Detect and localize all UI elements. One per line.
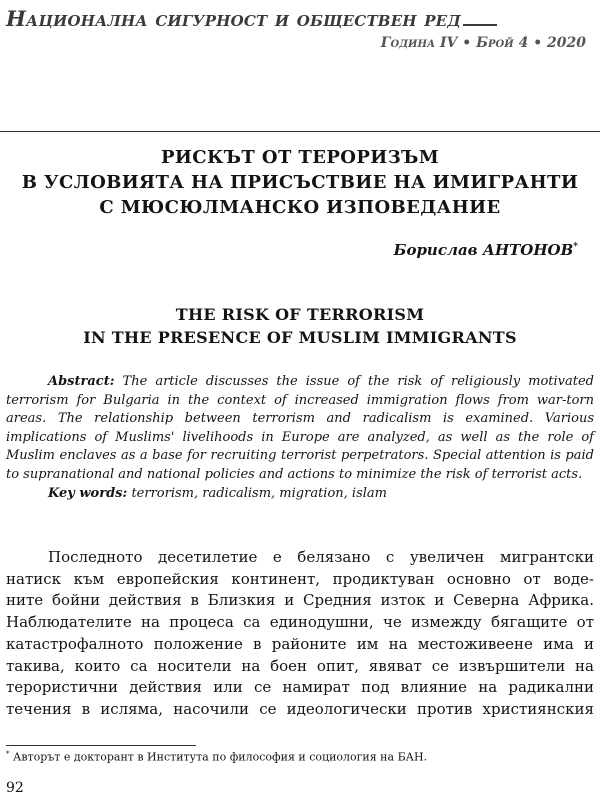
body-line: терористични действия или се намират под влияние на радикални: [6, 678, 594, 697]
author: [394, 241, 578, 259]
title-underline: [463, 24, 497, 26]
header-rule: [0, 131, 600, 132]
body-line: натиск към европейския континент, продиктуван основно от воде-: [6, 569, 594, 588]
journal-title-text: Национална сигурност и обществен ред: [6, 6, 461, 31]
footnote-text: Авторът е докторант в Института по философия и социология на БАН.: [13, 750, 428, 764]
issue-line: Година IV • Брой 4 • 2020: [380, 35, 586, 51]
title-bg-line: С МЮСЮЛМАНСКО ИЗПОВЕДАНИЕ: [99, 197, 501, 218]
article-title-bg: [0, 145, 600, 220]
body-line: такива, които са носители на боен опит, явяват се извършители на: [6, 656, 594, 675]
body-line: течения в исляма, насочили се идеологически против християнския: [6, 699, 594, 718]
title-bg-line: В УСЛОВИЯТА НА ПРИСЪСТВИЕ НА ИМИГРАНТИ: [21, 172, 579, 193]
keywords-label: Key words:: [48, 486, 128, 501]
body-line: катастрофалното положение в районите им на местоживеене има и: [6, 634, 594, 653]
title-en-line: IN THE PRESENCE OF MUSLIM IMMIGRANTS: [83, 328, 517, 347]
abstract-text: The article discusses the issue of the risk of religiously motivated terrorism for Bulgaria in the context of increased immigration flows from war-torn areas. The relationship between terrorism and radicalism is examined. Various implications of Muslims' livelihoods in Europe are analyzed, as well as the role of Muslim enclaves as a base for recruiting terrorist perpetrators. Special attention is paid to supranational and national policies and actions to minimize the risk of terrorist acts.: [6, 374, 594, 482]
body-line: ните бойни действия в Близкия и Средния изток и Северна Африка.: [6, 591, 594, 610]
article-title-en: [0, 303, 600, 349]
footnote: [6, 750, 594, 764]
keywords-text: terrorism, radicalism, migration, islam: [131, 486, 387, 501]
abstract-label: Abstract:: [48, 374, 115, 389]
footnote-rule: [6, 745, 196, 746]
author-footnote-mark: *: [573, 242, 578, 252]
body-line: Наблюдателите на процеса са единодушни, че измежду бягащите от: [6, 613, 594, 632]
body-text: [6, 547, 594, 721]
footnote-mark: *: [6, 750, 10, 758]
title-en-line: THE RISK OF TERRORISM: [175, 305, 425, 324]
page-number: 92: [6, 780, 24, 796]
title-bg-line: РИСКЪТ ОТ ТЕРОРИЗЪМ: [160, 147, 440, 168]
author-name: Борислав АНТОНОВ: [393, 241, 574, 259]
body-line: Последното десетилетие е белязано с увеличен мигрантски: [48, 548, 594, 566]
keywords: [48, 485, 594, 504]
journal-title: [6, 6, 594, 31]
abstract: [6, 373, 594, 485]
